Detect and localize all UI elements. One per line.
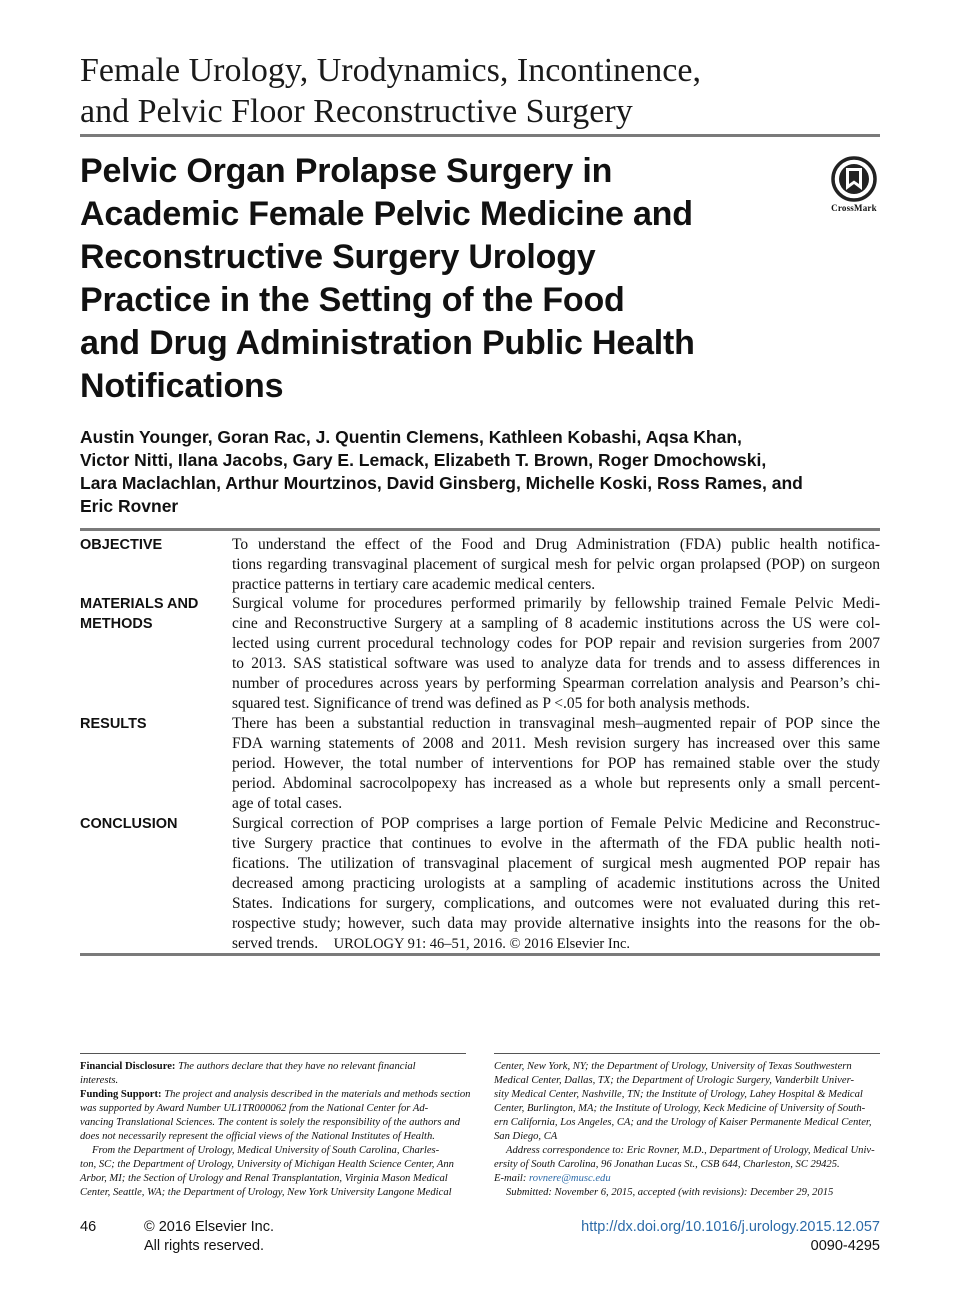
funding-support-label: Funding Support: xyxy=(80,1089,162,1100)
author-line: Victor Nitti, Ilana Jacobs, Gary E. Lemack, Elizabeth T. Brown, Roger Dmochowski, xyxy=(80,450,767,470)
title-line: Practice in the Setting of the Food xyxy=(80,281,625,319)
abstract-line: rospective study; however, such data may provide alternative insights into the reasons for the ob- xyxy=(232,915,880,932)
copyright-line: All rights reserved. xyxy=(144,1238,265,1254)
title-line: Pelvic Organ Prolapse Surgery in xyxy=(80,152,613,190)
conclusion-text xyxy=(232,814,880,954)
copyright-notice xyxy=(144,1218,274,1256)
footnote-line xyxy=(494,1172,880,1186)
abstract-line: practice patterns in tertiary care academic medical centers. xyxy=(232,576,596,593)
footnote-rule-right xyxy=(494,1053,880,1054)
footnote-line: San Diego, CA xyxy=(494,1131,558,1142)
title-line: and Drug Administration Public Health xyxy=(80,324,695,362)
abstract-line: FDA warning statements of 2008 and 2011. Mesh revision surgery has increased over this same xyxy=(232,735,880,752)
email-link[interactable]: rovnere@musc.edu xyxy=(529,1173,611,1184)
abstract-line: tions regarding transvaginal placement of surgical mesh for pelvic organ prolapsed (POP) on surgeon xyxy=(232,556,880,573)
methods-label-line: MATERIALS AND xyxy=(80,596,199,612)
abstract-line: Surgical correction of POP comprises a large portion of Female Pelvic Medicine and Reconstruc- xyxy=(232,815,880,832)
footnote-line xyxy=(80,1088,471,1102)
abstract-line: decreased among practicing urologists at a sampling of academic institutions across the United xyxy=(232,875,880,892)
crossmark-label: CrossMark xyxy=(831,203,877,213)
author-line: Eric Rovner xyxy=(80,496,179,516)
abstract-line xyxy=(232,934,880,954)
title-line: Notifications xyxy=(80,367,284,405)
abstract-bottom-divider xyxy=(80,953,880,956)
page-number: 46 xyxy=(80,1219,97,1235)
footnote-line: does not necessarily represent the official views of the National Institutes of Health. xyxy=(80,1131,435,1142)
footnote-line: From the Department of Urology, Medical University of South Carolina, Charles- xyxy=(92,1145,440,1156)
results-text xyxy=(232,714,880,814)
abstract-line: States. Indications for surgery, complications, and outcomes were not evaluated during this ret- xyxy=(232,895,880,912)
abstract-line: lected using current procedural technology codes for POP repair and revision surgeries from 2007 xyxy=(232,635,880,652)
footnote-line: ton, SC; the Department of Urology, University of Michigan Health Science Center, Ann xyxy=(80,1159,454,1170)
footnote-line: Center, New York, NY; the Department of Urology, University of Texas Southwestern xyxy=(494,1061,852,1072)
footnote-rule-left xyxy=(80,1053,466,1054)
footnote-line: Medical Center, Dallas, TX; the Department of Urologic Surgery, Vanderbilt Univer- xyxy=(494,1075,855,1086)
footnote-left-column xyxy=(80,1060,471,1200)
abstract-line: age of total cases. xyxy=(232,795,343,812)
footnote-line: interests. xyxy=(80,1075,119,1086)
footnote-line: Center, Burlington, MA; the Institute of Urology, Keck Medicine of University of South- xyxy=(494,1103,866,1114)
footnote-text: The project and analysis described in the materials and methods section xyxy=(164,1089,471,1100)
header-divider xyxy=(80,134,880,137)
conclusion-label: CONCLUSION xyxy=(80,816,178,832)
email-label: E-mail: xyxy=(494,1173,527,1184)
footnote-line: was supported by Award Number UL1TR000062 from the National Center for Ad- xyxy=(80,1103,429,1114)
abstract-line: Surgical volume for procedures performed primarily by fellowship trained Female Pelvic Medi- xyxy=(232,595,880,612)
article-title xyxy=(80,150,800,408)
methods-label xyxy=(80,594,228,634)
footnote-line: ern California, Los Angeles, CA; and the Urology of Kaiser Permanente Medical Center, xyxy=(494,1117,872,1128)
conclusion-last-line: served trends. xyxy=(232,935,319,952)
abstract-line: cine and Reconstructive Surgery at a sampling of 8 academic institutions across the US were col- xyxy=(232,615,880,632)
abstract-line: to 2013. SAS statistical software was used to analyze data for trends and to assess differences in xyxy=(232,655,880,672)
crossmark-icon xyxy=(831,156,877,202)
issn: 0090-4295 xyxy=(810,1238,880,1254)
footnote-line: Center, Seattle, WA; the Department of Urology, New York University Langone Medical xyxy=(80,1187,452,1198)
footnote-line: Arbor, MI; the Section of Urology and Renal Transplantation, Virginia Mason Medical xyxy=(80,1173,448,1184)
author-line: Lara Maclachlan, Arthur Mourtzinos, David Ginsberg, Michelle Koski, Ross Rames, and xyxy=(80,473,803,493)
author-list xyxy=(80,426,890,518)
footnote-line: ersity of South Carolina, 96 Jonathan Lucas St., CSB 644, Charleston, SC 29425. xyxy=(494,1159,840,1170)
abstract-line: period. However, the total number of interventions for POP has remained stable over the study xyxy=(232,755,880,772)
abstract-top-divider xyxy=(80,528,880,531)
footnote-line: vancing Translational Sciences. The content is solely the responsibility of the authors and xyxy=(80,1117,461,1128)
abstract-line: There has been a substantial reduction in transvaginal mesh–augmented repair of POP since the xyxy=(232,715,880,732)
author-line: Austin Younger, Goran Rac, J. Quentin Clemens, Kathleen Kobashi, Aqsa Khan, xyxy=(80,427,742,447)
title-line: Academic Female Pelvic Medicine and xyxy=(80,195,693,233)
submitted-line: Submitted: November 6, 2015, accepted (with revisions): December 29, 2015 xyxy=(506,1187,834,1198)
copyright-line: © 2016 Elsevier Inc. xyxy=(144,1219,274,1235)
abstract-line: period. Abdominal sacrocolpopexy has increased as a whole but represents only a small percent- xyxy=(232,775,880,792)
methods-label-line: METHODS xyxy=(80,616,153,632)
abstract-line: squared test. Significance of trend was defined as P <.05 for both analysis methods. xyxy=(232,695,750,712)
footnote-line: sity Medical Center, Nashville, TN; the Institute of Urology, Lahey Hospital & Medical xyxy=(494,1089,863,1100)
footnote-right-column xyxy=(494,1060,880,1200)
methods-text xyxy=(232,594,880,714)
objective-label: OBJECTIVE xyxy=(80,537,163,553)
financial-disclosure-label: Financial Disclosure: xyxy=(80,1061,176,1072)
objective-text xyxy=(232,535,880,595)
footnote-line xyxy=(80,1060,466,1074)
journal-section-header xyxy=(80,50,880,132)
results-label: RESULTS xyxy=(80,716,147,732)
section-header-line: and Pelvic Floor Reconstructive Surgery xyxy=(80,93,633,130)
abstract-line: number of procedures across years by performing Spearman correlation analysis and Pearson’s chi- xyxy=(232,675,880,692)
crossmark-badge[interactable] xyxy=(822,156,886,213)
footnote-text: The authors declare that they have no relevant financial xyxy=(178,1061,416,1072)
section-header-line: Female Urology, Urodynamics, Incontinence, xyxy=(80,52,701,89)
abstract-line: fications. The utilization of transvaginal placement of surgical mesh augmented POP repair has xyxy=(232,855,880,872)
citation: UROLOGY 91: 46–51, 2016. © 2016 Elsevier Inc. xyxy=(333,936,631,952)
doi-link[interactable]: http://dx.doi.org/10.1016/j.urology.2015.12.057 xyxy=(581,1219,880,1235)
title-line: Reconstructive Surgery Urology xyxy=(80,238,596,276)
abstract-line: To understand the effect of the Food and Drug Administration (FDA) public health notifica- xyxy=(232,536,880,553)
abstract-line: tive Surgery practice that continues to evolve in the aftermath of the FDA public health noti- xyxy=(232,835,880,852)
footnote-line: Address correspondence to: Eric Rovner, M.D., Department of Urology, Medical Univ- xyxy=(506,1145,875,1156)
